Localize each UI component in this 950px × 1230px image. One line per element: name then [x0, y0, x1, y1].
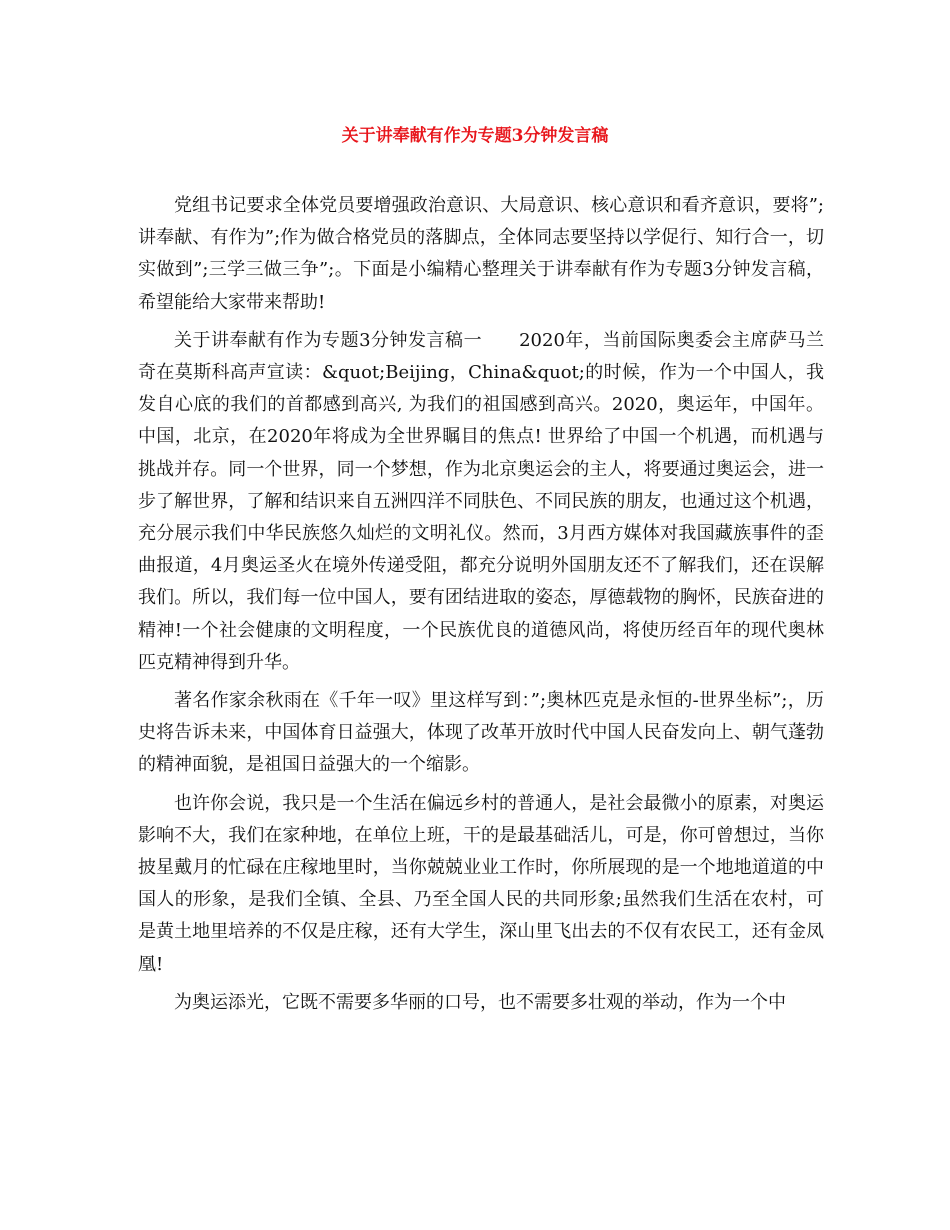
document-title: 关于讲奉献有作为专题3分钟发言稿 — [341, 126, 609, 146]
paragraph-ordinary-people: 也许你会说，我只是一个生活在偏远乡村的普通人，是社会最微小的原素，对奥运影响不大，我们在家种地，在单位上班，干的是最基础活儿，可是，你可曾想过，当你披星戴月的忙碌在庄稼地里时，当你兢兢业业工作时，你所展现的是一个地地道道的中国人的形象，是我们全镇、全县、乃至全国人民的共同形象;虽然我们生活在农村，可是黄土地里培养的不仅是庄稼，还有大学生，深山里飞出去的不仅有农民工，还有金凤凰! — [138, 792, 824, 975]
document-body — [138, 190, 824, 1025]
paragraph-speech-one: 关于讲奉献有作为专题3分钟发言稿一 2020年，当前国际奥委会主席萨马兰奇在莫斯科高声宣读：&quot;Beijing，China&quot;的时候，作为一个中国人，我发自心底的我们的首都感到高兴, 为我们的祖国感到高兴。2020，奥运年，中国年。中国，北京，在2020年将成为全世界瞩目的焦点! 世界给了中国一个机遇，而机遇与挑战并存。同一个世界，同一个梦想，作为北京奥运会的主人，将要通过奥运会，进一步了解世界，了解和结识来自五洲四洋不同肤色、不同民族的朋友，也通过这个机遇，充分展示我们中华民族悠久灿烂的文明礼仪。然而，3月西方媒体对我国藏族事件的歪曲报道，4月奥运圣火在境外传递受阻，都充分说明外国朋友还不了解我们，还在误解我们。所以，我们每一位中国人，要有团结进取的姿态，厚德载物的胸怀，民族奋进的精神!一个社会健康的文明程度，一个民族优良的道德风尚，将使历经百年的现代奥林匹克精神得到升华。 — [138, 329, 824, 673]
paragraph-olympic-glory: 为奥运添光，它既不需要多华丽的口号，也不需要多壮观的举动，作为一个中 — [174, 991, 786, 1013]
paragraph-quote: 著名作家余秋雨在《千年一叹》里这样写到：”;奥林匹克是永恒的-世界坐标”;，历史将告诉未来，中国体育日益强大，体现了改革开放时代中国人民奋发向上、朝气蓬勃的精神面貌，是祖国日益强大的一个缩影。 — [138, 690, 824, 776]
paragraph-intro: 党组书记要求全体党员要增强政治意识、大局意识、核心意识和看齐意识，要将”;讲奉献、有作为”;作为做合格党员的落脚点，全体同志要坚持以学促行、知行合一，切实做到”;三学三做三争”;。下面是小编精心整理关于讲奉献有作为专题3分钟发言稿，希望能给大家带来帮助! — [138, 195, 824, 313]
